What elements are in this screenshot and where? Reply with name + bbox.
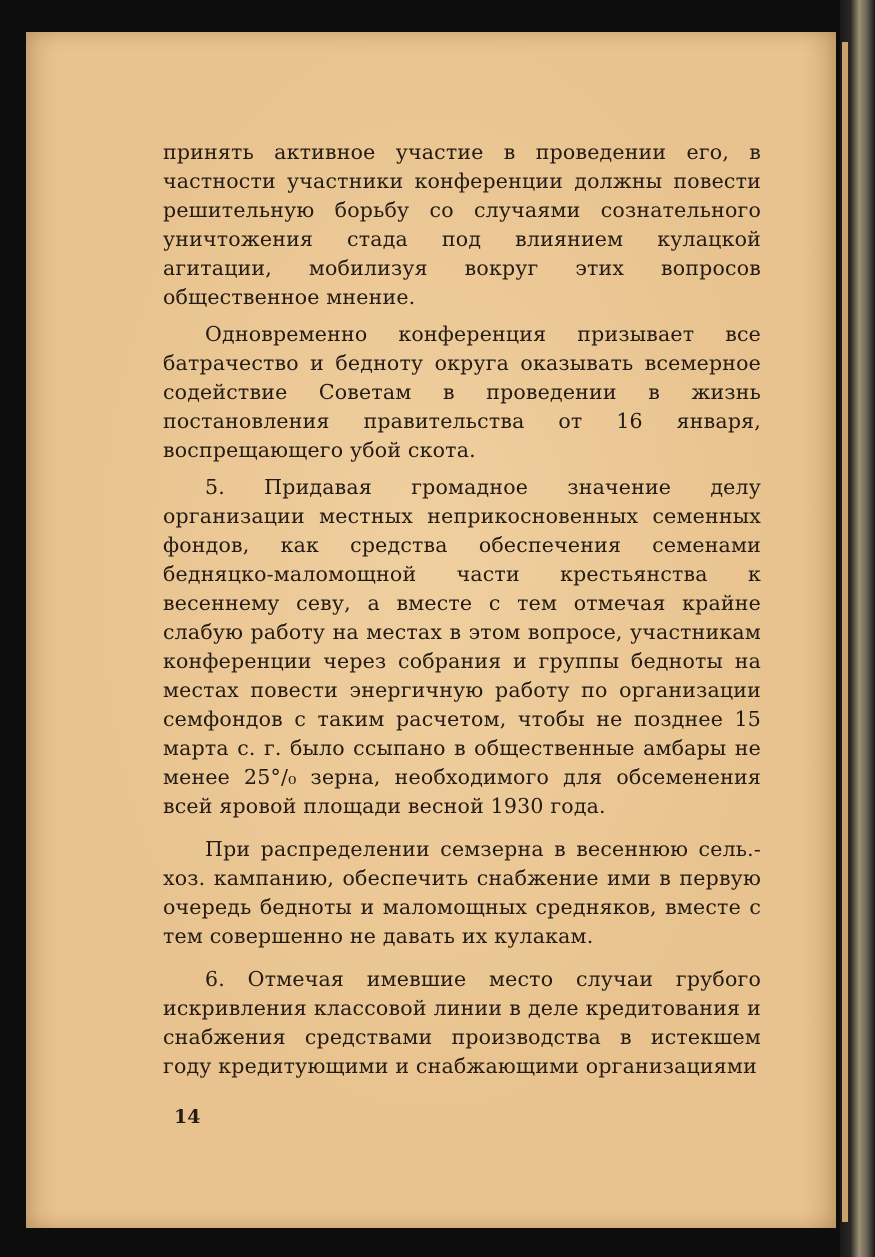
page-body	[163, 138, 761, 1081]
page-number: 14	[174, 1106, 201, 1128]
paragraph-1: принять активное участие в проведении его, в частности участники конференции должны повести решительную борьбу со случаями сознательного уничтожения стада под влиянием кулацкой агитации, мобилизуя вокруг этих вопросов общественное мнение.	[163, 140, 761, 309]
paragraph-5: 6. Отмечая имевшие место случаи грубого искривления классовой линии в деле кредитования и снабжения средствами производства в истекшем году кредитующими и снабжающими организациями	[163, 967, 761, 1078]
paragraph-2: Одновременно конференция призывает все батрачество и бедноту округа оказывать всемерное содействие Советам в проведении в жизнь постановления правительства от 16 января, воспрещающего убой скота.	[163, 322, 761, 462]
paragraph-3: 5. Придавая громадное значение делу организации местных неприкосновенных семенных фондов, как средства обеспечения семенами бедняцко-маломощной части крестьянства к весеннему севу, а вместе с тем отмечая крайне слабую работу на местах в этом вопросе, участникам конференции через собрания и группы бедноты на местах повести энергичную работу по организации семфондов с таким расчетом, чтобы не позднее 15 марта с. г. было ссыпано в общественные амбары не менее 25°/₀ зерна, необходимого для обсеменения всей яровой площади весной 1930 года.	[163, 475, 761, 818]
next-page-edge	[842, 42, 848, 1222]
paragraph-4: При распределении семзерна в весеннюю сель.-хоз. кампанию, обеспечить снабжение ими в первую очередь бедноты и маломощных средняков, вместе с тем совершенно не давать их кулакам.	[163, 837, 761, 948]
